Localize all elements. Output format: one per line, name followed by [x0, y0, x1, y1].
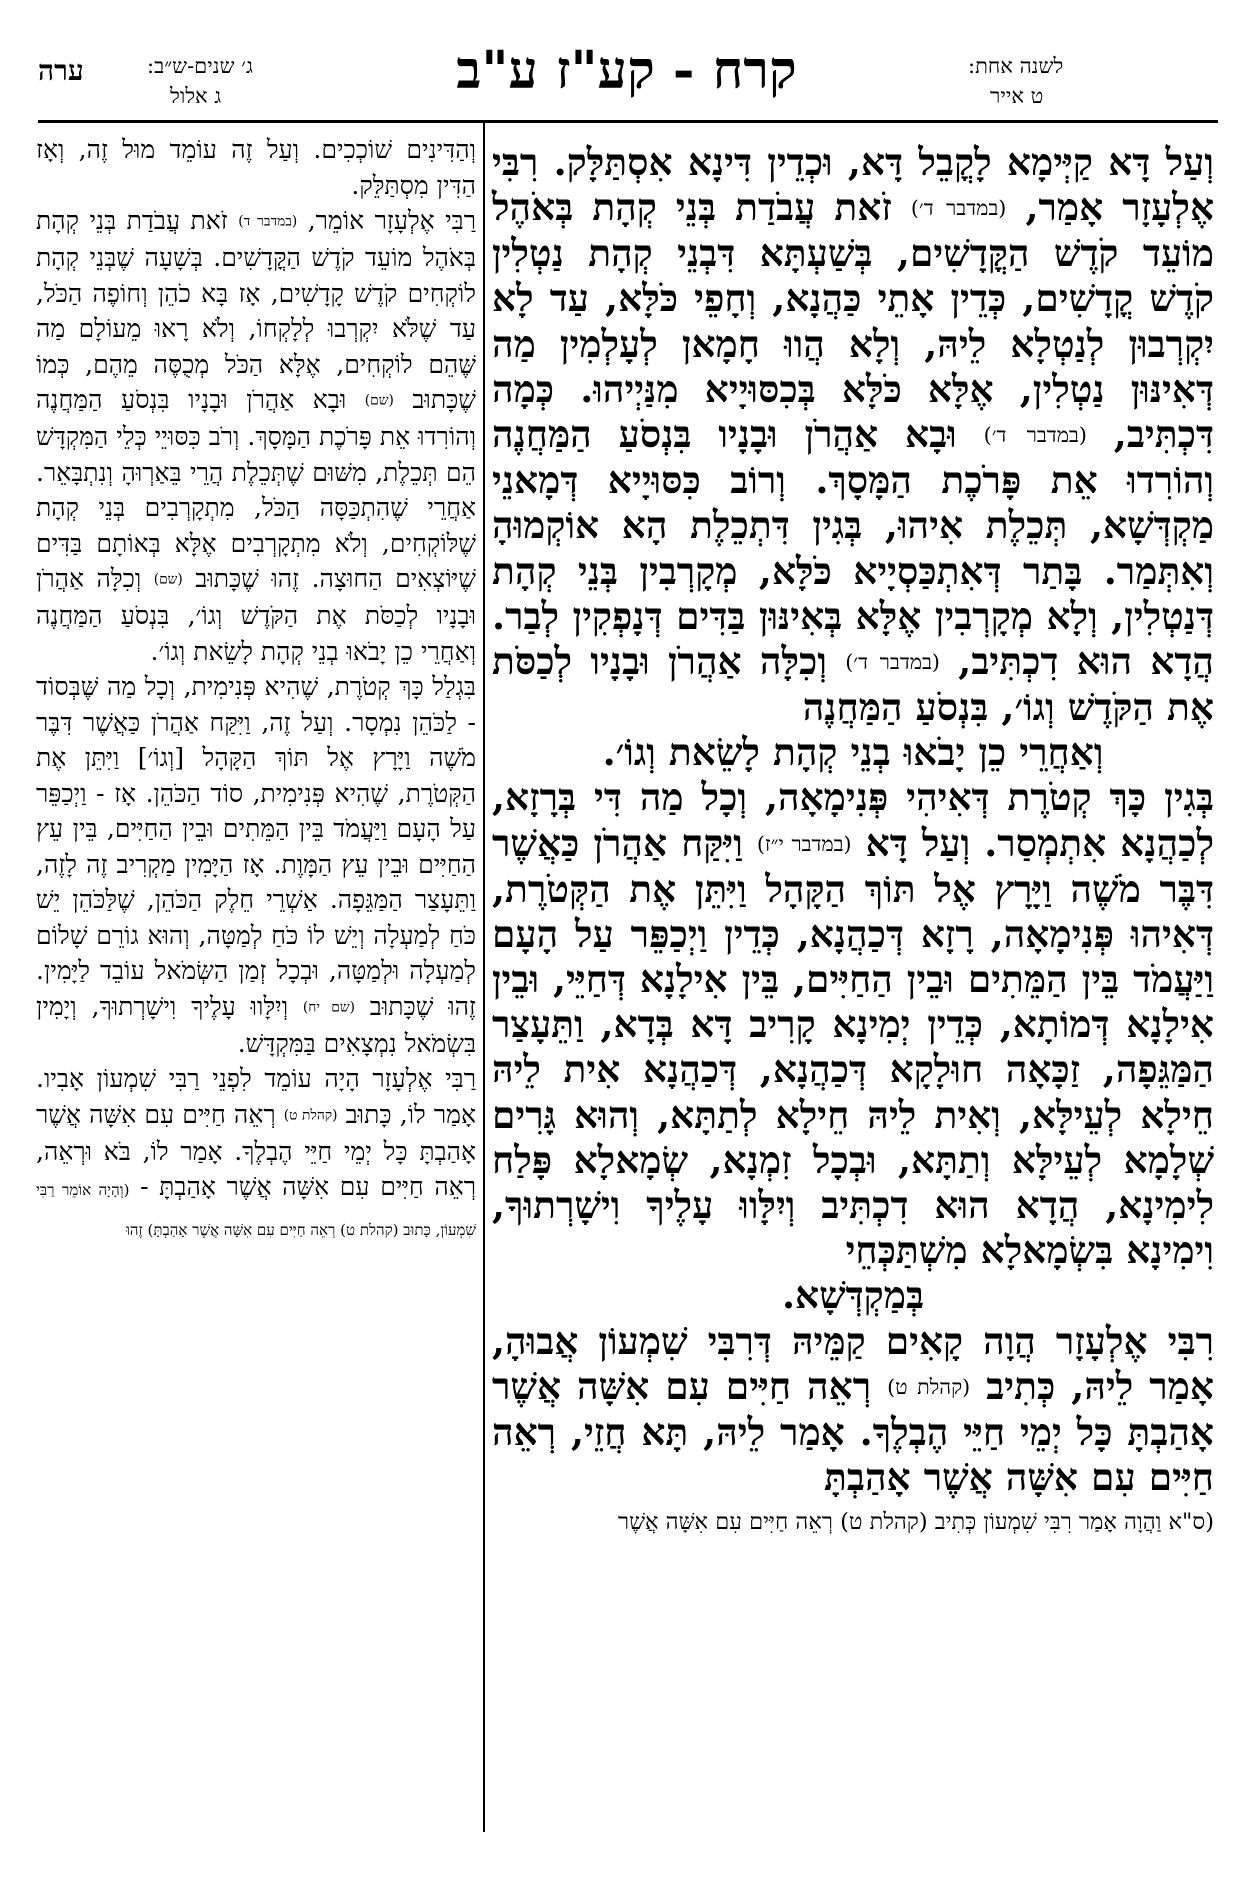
citation: (במדבר ד׳) — [910, 196, 1007, 221]
commentary-column — [36, 132, 476, 1248]
main-text: זֹאת עֲבֹדַת בְּנֵי קְהָת בְּאֹהֶל מוֹעֵד קֹדֶשׁ הַקֳּדָשִׁים, בְּשַׁעְתָּא דִּבְנֵי קְהָת נַטְלִין קֹדֶשׁ קֳדָשִׁים, כְּדֵין אָתֵי כַּהֲנָא, וְחָפֵי כֹּלָּא, עַד לָא יִקְרְבוּן לְנַטְלָא לֵיהּ, וְלָא הֲווּ חָמָאן לְעָלְמִין מַה דְּאִינּוּן נַטְלִין, אֶלָּא כֹּלָּא בְּכִסּוּיָיא מִנַּיְיהוּ. כְּמָה דִּכְתִּיב, — [492, 185, 1214, 457]
header-rule — [38, 120, 1218, 123]
commentary-text: וּבָא אַהֲרֹן וּבָנָיו בִּנְסֹעַ הַמַּחֲנֶה וְהוֹרִדוּ אֵת פָּרֹכֶת הַמָּסָךְ. וְרֹב כִּסּוּיֵי כְּלֵי הַמִּקְדָּשׁ הֵם תְּכֵלֶת, מִשּׁוּם שֶׁתְּכֵלֶת הֲרֵי בֵּאַרְוּהָ וְנִתְבָּאֵר. אַחֲרֵי שֶׁהִתְכַּסָּה הַכֹּל, מִתְקָרְבִים בְּנֵי קְהָת שֶׁלּוֹקְחִים, וְלֹא מִתְקָרְבִים אֶלָּא בְּאוֹתָם בַּדִּים שֶׁיּוֹצְאִים הַחוּצָה. זֶהוּ שֶׁכָּתוּב — [36, 385, 477, 594]
commentary-text: וְיִלָּווּ עָלֶיךָ וִישָׁרְתוּךָ, וְיָמִין בִּשְׂמֹאל נִמְצָאִים בַּמִּקְדָּשׁ. — [36, 991, 476, 1058]
citation: (במדבר ד׳) — [845, 649, 940, 674]
citation: (שם יח) — [302, 999, 355, 1016]
citation: (קהלת ט) — [887, 1374, 971, 1399]
citation: (במדבר ד׳) — [983, 422, 1087, 447]
main-text: וּבָא אַהֲרֹן וּבָנָיו בִּנְסֹעַ הַמַּחֲנֶה וְהוֹרִדוּ אֵת פָּרֹכֶת הַמָּסָךְ. וְרוֹב כִּסּוּיָיא דְּמָאנֵי מַקְדְּשָׁא, תְּכֵלֶת אִיהוּ, בְּגִין דִּתְכֵלֶת הָא אוֹקְמוּהָ וְאִתְּמַר. בָּתַר דְּאִתְכַּסְיָיא כֹּלָּא, מְקָרְבִין בְּנֵי קְהָת דְּנַטְלִין, וְלָא מְקָרְבִין אֶלָּא בְּאִינּוּן בַּדִּים דְּנָפְקִין לְבַר. הֲדָא הוּא דִכְתִּיב, — [492, 412, 1215, 683]
commentary-text: רְאֵה חַיִּים עִם אִשָּׁה אֲשֶׁר אָהַבְתָּ כָּל יְמֵי חַיֵּי הֶבְלֶךָ. אָמַר לוֹ, בֹּא וּרְאֵה, רְאֵה חַיִּים עִם אִשָּׁה אֲשֶׁר אָהַבְתָּ - — [36, 1099, 477, 1202]
main-paragraph-end: וְאַחֲרֵי כֵן יָבֹאוּ בְנֵי קְהָת לָשֵׂאת וְגוֹ׳. — [602, 730, 1104, 775]
citation: (במדבר י״ז) — [756, 831, 852, 856]
main-text: וְכִלָּה אַהֲרֹן וּבָנָיו לְכַסֹּת אֶת הַקֹּדֶשׁ וְגוֹ׳, בִּנְסֹעַ הַמַּחֲנֶה — [492, 638, 1214, 729]
commentary-footnote: (וְהָיָה אוֹמֵר רַבִּי שִׁמְעוֹן, כָּתוּב (קהלת ט) רְאֵה חַיִּים עִם אִשָּׁה אֲשֶׁר אָהַבְתָּ) זֶהוּ — [36, 1181, 476, 1239]
commentary-paragraph — [36, 1061, 476, 1248]
commentary-text: זֹאת עֲבֹדַת בְּנֵי קְהָת בְּאֹהֶל מוֹעֵד קֹדֶשׁ הַקֳּדָשִׁים. בְּשָׁעָה שֶׁבְּנֵי קְהָת לוֹקְחִים קֹדֶשׁ קָדָשִׁים, אָז בָּא כֹהֵן וְחוֹפֶה הַכֹּל, עַד שֶׁלֹּא יִקְרְבוּ לְלָקְחוֹ, וְלֹא רָאוּ מֵעוֹלָם מַה שֶּׁהֵם לוֹקְחִים, אֶלָּא הַכֹּל מְכֻסֶּה מֵהֶם, כְּמוֹ שֶׁכָּתוּב — [36, 206, 476, 415]
footnote-variant: (ס"א וַהֲוָה אָמַר רִבִּי שִׁמְעוֹן כְּתִיב (קהלת ט) רְאֵה חַיִּים עִם אִשָּׁה אֲשֶׁר — [618, 1509, 1214, 1536]
page-number: ערה — [38, 54, 84, 87]
commentary-paragraph — [36, 203, 476, 669]
main-paragraph — [492, 1319, 1214, 1501]
commentary-text: וְכִלָּה אַהֲרֹן וּבָנָיו לְכַסֹּת אֶת הַקֹּדֶשׁ וְגוֹ׳, בִּנְסֹעַ הַמַּחֲנֶה וְאַחֲרֵי כֵן יָבֹאוּ בְנֵי קְהָת לָשֵׂאת וְגוֹ׳. — [36, 564, 476, 666]
schedule-one-year-date: ט אייר — [990, 84, 1044, 108]
main-paragraph-end: בְּמַקְדְּשָׁא. — [781, 1273, 925, 1318]
main-paragraph — [492, 775, 1214, 1273]
schedule-one-year-label: לשנה אחת: — [968, 54, 1064, 78]
page-title: קרח - קע"ז ע"ב — [456, 40, 797, 101]
citation: (שם) — [364, 392, 394, 409]
main-paragraph — [492, 140, 1214, 730]
main-text-column — [492, 140, 1214, 1546]
citation: (קהלת ט) — [283, 1107, 338, 1124]
column-divider — [483, 122, 485, 1832]
main-text: וְעַל דָּא קַיְּימָא לָקֳבֵל דָּא, וּכְדֵין דִּינָא אִסְתַּלָּק. רִבִּי אֶלְעָזָר אָמַר, — [492, 140, 1215, 230]
commentary-text: רַבִּי אֶלְעָזָר הָיָה עוֹמֵד לִפְנֵי רַבִּי שִׁמְעוֹן אָבִיו. אָמַר לוֹ, כָּתוּב — [36, 1064, 476, 1129]
citation: (שם) — [153, 571, 183, 588]
main-text: רִבִּי אֶלְעָזָר הֲוָה קָאִים קַמֵּיהּ דְּרִבִּי שִׁמְעוֹן אֲבוּהָ, אָמַר לֵיהּ, כְּתִיב — [492, 1318, 1214, 1408]
commentary-paragraph — [36, 669, 476, 1061]
main-text: וַיִּקַּח אַהֲרֹן כַּאֲשֶׁר דִּבֶּר מֹשֶׁה וַיָּרָץ אֶל תּוֹךְ הַקָּהָל וַיִּתֵּן אֶת הַקְּטֹרֶת, דְּאִיהוּ פְּנִימָאָה, רָזָא דְּכַהֲנָא, כְּדֵין וַיְכַפֵּר עַל הָעָם וַיַּעֲמֹד בֵּין הַמֵּתִים וּבֵין הַחַיִּים, בֵּין אִילָנָא דְּחַיֵּי, וּבֵין אִילָנָא דְּמוֹתָא, כְּדֵין יְמִינָא קָרִיב דָּא בְּדָא, וַתֵּעָצַר הַמַּגֵּפָה, זַכָּאָה חוּלָקָא דְּכַהֲנָא, דְּכַהֲנָא אִית לֵיהּ חֵילָא לְעֵילָּא, וְאִית לֵיהּ חֵילָא לְתַתָּא, וְהוּא גָּרִים שְׁלָמָא לְעֵילָּא וְתַתָּא, וּבְכָל זִמְנָא, שְׂמָאלָא פָּלַח לִימִינָא, הֲדָא הוּא דִכְתִּיב וְיִלָּווּ עָלֶיךָ וִישָׁרְתוּךָ, וִימִינָא בִּשְׂמָאלָא מִשְׁתַּכְּחֵי — [492, 820, 1214, 1273]
main-text: רְאֵה חַיִּים עִם אִשָּׁה אֲשֶׁר אָהַבְתָּ כָּל יְמֵי חַיֵּי הֶבְלֶךָ. אָמַר לֵיהּ, תָּא חֲזֵי, רְאֵה חַיִּים עִם אִשָּׁה אֲשֶׁר אָהַבְתָּ — [492, 1363, 1214, 1500]
citation: (במדבר ד) — [238, 213, 298, 230]
main-text: בְּגִין כָּךְ קְטֹרֶת דְּאִיהִי פְּנִימָאָה, וְכָל מַה דִּי בְּרָזָא, לְכַהֲנָא אִתְמְסַר. וְעַל דָּא — [492, 775, 1215, 865]
commentary-paragraph: וְהַדִּינִים שׁוֹכְכִים. וְעַל זֶה עוֹמֵד מוּל זֶה, וְאָז הַדִּין מִסְתַּלֵּק. — [36, 135, 476, 200]
commentary-text: רַבִּי אֶלְעָזָר אוֹמֵר, — [307, 206, 477, 235]
schedule-three-year-date: ג אלול — [170, 84, 222, 108]
schedule-three-year-label: ג׳ שנים-ש״ב: — [147, 54, 253, 78]
commentary-text: בִּגְלַל כָּךְ קְטֹרֶת, שֶׁהִיא פְּנִימִית, וְכָל מַה שֶּׁבְּסוֹד - לַכֹּהֵן נִמְסָר. וְעַל זֶה, וַיִּקַּח אַהֲרֹן כַּאֲשֶׁר דִּבֶּר מֹשֶׁה וַיָּרָץ אֶל תּוֹךְ הַקָּהָל [וְגוֹ׳] וַיִּתֵּן אֶת הַקְּטֹרֶת, שֶׁהִיא פְּנִימִית, סוֹד הַכֹּהֵן. אָז - וַיְכַפֵּר עַל הָעָם וַיַּעֲמֹד בֵּין הַמֵּתִים וּבֵין הַחַיִּים, בֵּין עֵץ הַחַיִּים וּבֵין עֵץ הַמָּוֶת. אָז הַיָּמִין מַקְרִיב זֶה לָזֶה, וַתֵּעָצַר הַמַּגֵּפָה. אַשְׁרֵי חֵלֶק הַכֹּהֵן, שֶׁלַּכֹּהֵן יֵשׁ כֹּחַ לְמַעְלָה וְיֵשׁ לוֹ כֹּחַ לְמַטָּה, וְהוּא גוֹרֵם שָׁלוֹם לְמַעְלָה וּלְמַטָּה, וּבְכָל זְמַן הַשְּׂמֹאל עוֹבֵד לַיָּמִין. זֶהוּ שֶׁכָּתוּב — [36, 672, 476, 1021]
